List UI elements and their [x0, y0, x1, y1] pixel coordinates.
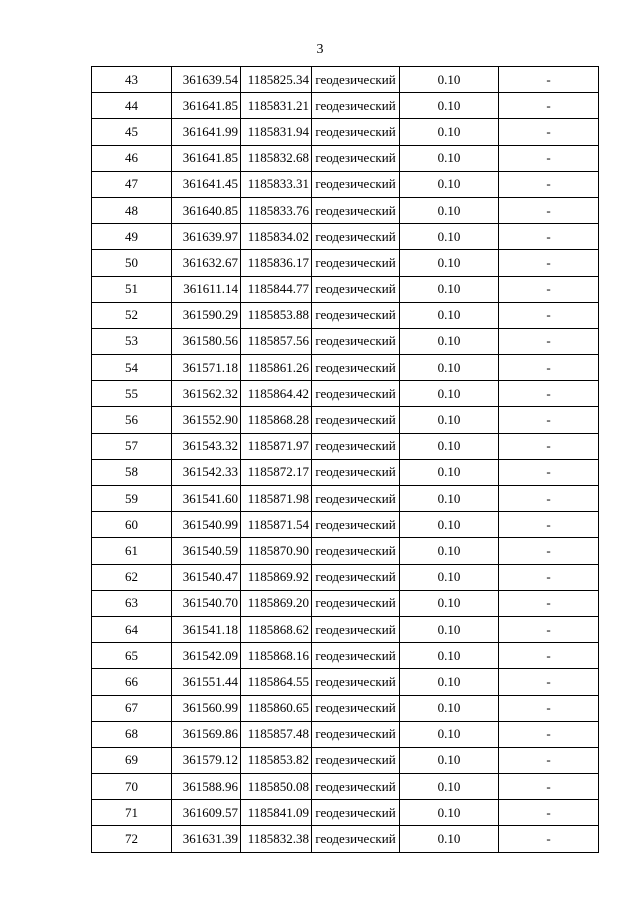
y-coordinate-cell: 1185850.08: [241, 774, 312, 800]
accuracy-cell: 0.10: [400, 721, 499, 747]
method-cell: геодезический: [312, 224, 400, 250]
y-coordinate-cell: 1185857.56: [241, 328, 312, 354]
y-coordinate-cell: 1185861.26: [241, 355, 312, 381]
method-cell: геодезический: [312, 407, 400, 433]
y-coordinate-cell: 1185836.17: [241, 250, 312, 276]
table-row: [92, 486, 599, 512]
accuracy-cell: 0.10: [400, 197, 499, 223]
method-cell: геодезический: [312, 145, 400, 171]
x-coordinate-cell: 361552.90: [172, 407, 241, 433]
table-row: [92, 276, 599, 302]
y-coordinate-cell: 1185871.54: [241, 512, 312, 538]
point-number-cell: 59: [92, 486, 172, 512]
point-number-cell: 69: [92, 747, 172, 773]
point-number-cell: 56: [92, 407, 172, 433]
note-cell: -: [499, 695, 599, 721]
accuracy-cell: 0.10: [400, 224, 499, 250]
y-coordinate-cell: 1185834.02: [241, 224, 312, 250]
note-cell: -: [499, 197, 599, 223]
note-cell: -: [499, 643, 599, 669]
point-number-cell: 47: [92, 171, 172, 197]
x-coordinate-cell: 361580.56: [172, 328, 241, 354]
table-row: [92, 695, 599, 721]
x-coordinate-cell: 361569.86: [172, 721, 241, 747]
y-coordinate-cell: 1185864.42: [241, 381, 312, 407]
table-row: [92, 407, 599, 433]
table-row: [92, 590, 599, 616]
table-row: [92, 355, 599, 381]
method-cell: геодезический: [312, 669, 400, 695]
note-cell: -: [499, 747, 599, 773]
accuracy-cell: 0.10: [400, 433, 499, 459]
point-number-cell: 48: [92, 197, 172, 223]
y-coordinate-cell: 1185841.09: [241, 800, 312, 826]
point-number-cell: 46: [92, 145, 172, 171]
method-cell: геодезический: [312, 486, 400, 512]
note-cell: -: [499, 171, 599, 197]
table-row: [92, 459, 599, 485]
point-number-cell: 72: [92, 826, 172, 852]
x-coordinate-cell: 361562.32: [172, 381, 241, 407]
accuracy-cell: 0.10: [400, 774, 499, 800]
x-coordinate-cell: 361641.85: [172, 93, 241, 119]
method-cell: геодезический: [312, 197, 400, 223]
point-number-cell: 45: [92, 119, 172, 145]
accuracy-cell: 0.10: [400, 67, 499, 93]
table-row: [92, 224, 599, 250]
accuracy-cell: 0.10: [400, 512, 499, 538]
method-cell: геодезический: [312, 564, 400, 590]
x-coordinate-cell: 361590.29: [172, 302, 241, 328]
point-number-cell: 63: [92, 590, 172, 616]
x-coordinate-cell: 361540.47: [172, 564, 241, 590]
method-cell: геодезический: [312, 826, 400, 852]
note-cell: -: [499, 564, 599, 590]
point-number-cell: 52: [92, 302, 172, 328]
note-cell: -: [499, 512, 599, 538]
method-cell: геодезический: [312, 512, 400, 538]
y-coordinate-cell: 1185869.92: [241, 564, 312, 590]
method-cell: геодезический: [312, 381, 400, 407]
y-coordinate-cell: 1185869.20: [241, 590, 312, 616]
method-cell: геодезический: [312, 433, 400, 459]
accuracy-cell: 0.10: [400, 407, 499, 433]
y-coordinate-cell: 1185868.16: [241, 643, 312, 669]
point-number-cell: 70: [92, 774, 172, 800]
accuracy-cell: 0.10: [400, 747, 499, 773]
note-cell: -: [499, 250, 599, 276]
x-coordinate-cell: 361551.44: [172, 669, 241, 695]
accuracy-cell: 0.10: [400, 302, 499, 328]
method-cell: геодезический: [312, 355, 400, 381]
x-coordinate-cell: 361588.96: [172, 774, 241, 800]
note-cell: -: [499, 67, 599, 93]
accuracy-cell: 0.10: [400, 564, 499, 590]
note-cell: -: [499, 355, 599, 381]
coordinates-table: [91, 66, 599, 853]
note-cell: -: [499, 145, 599, 171]
x-coordinate-cell: 361542.09: [172, 643, 241, 669]
y-coordinate-cell: 1185833.76: [241, 197, 312, 223]
note-cell: -: [499, 433, 599, 459]
point-number-cell: 57: [92, 433, 172, 459]
method-cell: геодезический: [312, 171, 400, 197]
table-row: [92, 67, 599, 93]
y-coordinate-cell: 1185860.65: [241, 695, 312, 721]
point-number-cell: 58: [92, 459, 172, 485]
note-cell: -: [499, 721, 599, 747]
x-coordinate-cell: 361641.85: [172, 145, 241, 171]
table-row: [92, 250, 599, 276]
x-coordinate-cell: 361560.99: [172, 695, 241, 721]
table-row: [92, 433, 599, 459]
method-cell: геодезический: [312, 119, 400, 145]
x-coordinate-cell: 361542.33: [172, 459, 241, 485]
method-cell: геодезический: [312, 538, 400, 564]
method-cell: геодезический: [312, 616, 400, 642]
point-number-cell: 43: [92, 67, 172, 93]
table-row: [92, 616, 599, 642]
note-cell: -: [499, 538, 599, 564]
y-coordinate-cell: 1185868.62: [241, 616, 312, 642]
y-coordinate-cell: 1185825.34: [241, 67, 312, 93]
accuracy-cell: 0.10: [400, 328, 499, 354]
accuracy-cell: 0.10: [400, 669, 499, 695]
note-cell: -: [499, 669, 599, 695]
note-cell: -: [499, 616, 599, 642]
x-coordinate-cell: 361543.32: [172, 433, 241, 459]
x-coordinate-cell: 361540.70: [172, 590, 241, 616]
point-number-cell: 55: [92, 381, 172, 407]
y-coordinate-cell: 1185831.94: [241, 119, 312, 145]
accuracy-cell: 0.10: [400, 119, 499, 145]
table-row: [92, 171, 599, 197]
note-cell: -: [499, 800, 599, 826]
point-number-cell: 60: [92, 512, 172, 538]
x-coordinate-cell: 361541.60: [172, 486, 241, 512]
y-coordinate-cell: 1185857.48: [241, 721, 312, 747]
method-cell: геодезический: [312, 276, 400, 302]
note-cell: -: [499, 486, 599, 512]
point-number-cell: 50: [92, 250, 172, 276]
x-coordinate-cell: 361641.45: [172, 171, 241, 197]
point-number-cell: 54: [92, 355, 172, 381]
accuracy-cell: 0.10: [400, 643, 499, 669]
accuracy-cell: 0.10: [400, 381, 499, 407]
x-coordinate-cell: 361640.85: [172, 197, 241, 223]
table-row: [92, 826, 599, 852]
y-coordinate-cell: 1185831.21: [241, 93, 312, 119]
table-row: [92, 93, 599, 119]
method-cell: геодезический: [312, 590, 400, 616]
table-row: [92, 747, 599, 773]
y-coordinate-cell: 1185832.38: [241, 826, 312, 852]
accuracy-cell: 0.10: [400, 538, 499, 564]
accuracy-cell: 0.10: [400, 145, 499, 171]
x-coordinate-cell: 361639.54: [172, 67, 241, 93]
x-coordinate-cell: 361571.18: [172, 355, 241, 381]
table-row: [92, 643, 599, 669]
x-coordinate-cell: 361540.99: [172, 512, 241, 538]
note-cell: -: [499, 93, 599, 119]
point-number-cell: 64: [92, 616, 172, 642]
table-row: [92, 302, 599, 328]
x-coordinate-cell: 361540.59: [172, 538, 241, 564]
table-row: [92, 721, 599, 747]
point-number-cell: 62: [92, 564, 172, 590]
method-cell: геодезический: [312, 93, 400, 119]
table-row: [92, 538, 599, 564]
table-row: [92, 119, 599, 145]
method-cell: геодезический: [312, 328, 400, 354]
y-coordinate-cell: 1185844.77: [241, 276, 312, 302]
x-coordinate-cell: 361641.99: [172, 119, 241, 145]
table-row: [92, 800, 599, 826]
y-coordinate-cell: 1185872.17: [241, 459, 312, 485]
accuracy-cell: 0.10: [400, 459, 499, 485]
table-row: [92, 774, 599, 800]
note-cell: -: [499, 459, 599, 485]
table-row: [92, 564, 599, 590]
method-cell: геодезический: [312, 67, 400, 93]
accuracy-cell: 0.10: [400, 695, 499, 721]
x-coordinate-cell: 361579.12: [172, 747, 241, 773]
note-cell: -: [499, 328, 599, 354]
note-cell: -: [499, 119, 599, 145]
y-coordinate-cell: 1185871.97: [241, 433, 312, 459]
y-coordinate-cell: 1185853.88: [241, 302, 312, 328]
note-cell: -: [499, 381, 599, 407]
accuracy-cell: 0.10: [400, 93, 499, 119]
y-coordinate-cell: 1185864.55: [241, 669, 312, 695]
y-coordinate-cell: 1185868.28: [241, 407, 312, 433]
method-cell: геодезический: [312, 643, 400, 669]
method-cell: геодезический: [312, 250, 400, 276]
x-coordinate-cell: 361611.14: [172, 276, 241, 302]
y-coordinate-cell: 1185853.82: [241, 747, 312, 773]
method-cell: геодезический: [312, 695, 400, 721]
page-number: 3: [316, 42, 324, 57]
point-number-cell: 51: [92, 276, 172, 302]
accuracy-cell: 0.10: [400, 276, 499, 302]
table-row: [92, 381, 599, 407]
note-cell: -: [499, 774, 599, 800]
point-number-cell: 68: [92, 721, 172, 747]
accuracy-cell: 0.10: [400, 616, 499, 642]
table-row: [92, 669, 599, 695]
method-cell: геодезический: [312, 721, 400, 747]
point-number-cell: 53: [92, 328, 172, 354]
x-coordinate-cell: 361632.67: [172, 250, 241, 276]
accuracy-cell: 0.10: [400, 590, 499, 616]
accuracy-cell: 0.10: [400, 800, 499, 826]
point-number-cell: 44: [92, 93, 172, 119]
table-row: [92, 512, 599, 538]
note-cell: -: [499, 590, 599, 616]
y-coordinate-cell: 1185870.90: [241, 538, 312, 564]
x-coordinate-cell: 361639.97: [172, 224, 241, 250]
point-number-cell: 71: [92, 800, 172, 826]
y-coordinate-cell: 1185833.31: [241, 171, 312, 197]
note-cell: -: [499, 407, 599, 433]
accuracy-cell: 0.10: [400, 250, 499, 276]
point-number-cell: 66: [92, 669, 172, 695]
method-cell: геодезический: [312, 774, 400, 800]
method-cell: геодезический: [312, 302, 400, 328]
table-row: [92, 145, 599, 171]
point-number-cell: 67: [92, 695, 172, 721]
method-cell: геодезический: [312, 747, 400, 773]
point-number-cell: 61: [92, 538, 172, 564]
y-coordinate-cell: 1185871.98: [241, 486, 312, 512]
note-cell: -: [499, 302, 599, 328]
method-cell: геодезический: [312, 459, 400, 485]
point-number-cell: 65: [92, 643, 172, 669]
method-cell: геодезический: [312, 800, 400, 826]
y-coordinate-cell: 1185832.68: [241, 145, 312, 171]
note-cell: -: [499, 224, 599, 250]
coordinates-table-body: [92, 67, 599, 853]
x-coordinate-cell: 361541.18: [172, 616, 241, 642]
accuracy-cell: 0.10: [400, 355, 499, 381]
note-cell: -: [499, 276, 599, 302]
accuracy-cell: 0.10: [400, 171, 499, 197]
table-row: [92, 197, 599, 223]
note-cell: -: [499, 826, 599, 852]
x-coordinate-cell: 361609.57: [172, 800, 241, 826]
x-coordinate-cell: 361631.39: [172, 826, 241, 852]
table-row: [92, 328, 599, 354]
accuracy-cell: 0.10: [400, 826, 499, 852]
point-number-cell: 49: [92, 224, 172, 250]
accuracy-cell: 0.10: [400, 486, 499, 512]
